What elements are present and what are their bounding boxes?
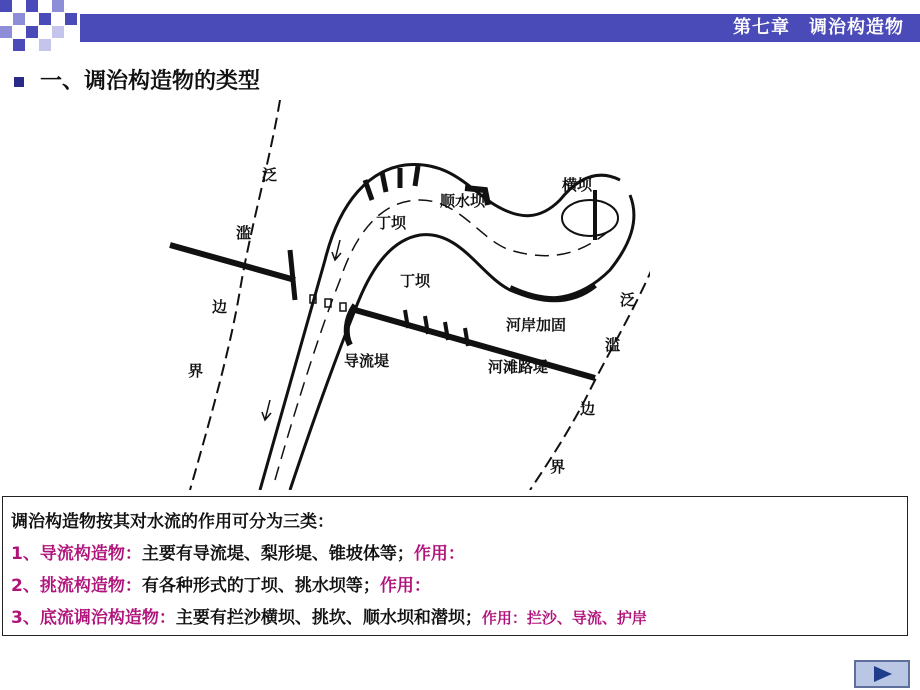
label-dingba-lower: 丁坝 (400, 272, 431, 290)
next-slide-button[interactable] (854, 660, 910, 688)
next-arrow-icon (856, 662, 908, 686)
label-jie-right: 界 (550, 458, 566, 476)
label-bank-revetment: 河岸加固 (506, 316, 567, 334)
label-lan-left: 滥 (236, 224, 252, 242)
item-effect: 作用：拦沙、导流、护岸 (481, 609, 647, 627)
intro-text: 调治构造物按其对水流的作用可分为三类： (11, 512, 334, 532)
label-dingba-upper: 丁坝 (376, 214, 407, 232)
label-shunshui-dam: 顺水坝 (440, 192, 486, 210)
list-item (11, 539, 465, 564)
label-bian-left: 边 (212, 298, 228, 316)
item-desc: 主要有导流堤、梨形堤、锥坡体等； (141, 544, 414, 564)
item-desc: 有各种形式的丁坝、挑水坝等； (141, 576, 380, 596)
item-effect: 作用： (413, 544, 465, 564)
label-fan-right: 泛 (620, 291, 636, 309)
chapter-title: 第七章 调治构造物 (733, 17, 904, 38)
item-title: 1、导流构造物： (11, 544, 142, 564)
item-desc: 主要有拦沙横坝、挑坎、顺水坝和潜坝； (175, 608, 482, 628)
item-effect: 作用： (379, 576, 431, 596)
item-title: 3、底流调治构造物： (11, 608, 176, 628)
label-jie-left: 界 (188, 362, 204, 380)
river-regulation-diagram (150, 100, 650, 490)
checker-decoration (0, 0, 80, 56)
bullet-square-icon (14, 77, 24, 87)
item-title: 2、挑流构造物： (11, 576, 142, 596)
classification-textbox (2, 496, 908, 636)
page-title: 一、调治构造物的类型 (40, 69, 261, 94)
label-guide-dike: 导流堤 (344, 352, 390, 370)
label-hengba: 横坝 (562, 176, 593, 194)
label-road-embankment: 河滩路堤 (488, 358, 549, 376)
label-fan-left: 泛 (262, 166, 278, 184)
list-item (11, 571, 431, 596)
label-lan-right: 滥 (605, 336, 621, 354)
list-item (11, 603, 647, 628)
label-bian-right: 边 (580, 400, 596, 418)
